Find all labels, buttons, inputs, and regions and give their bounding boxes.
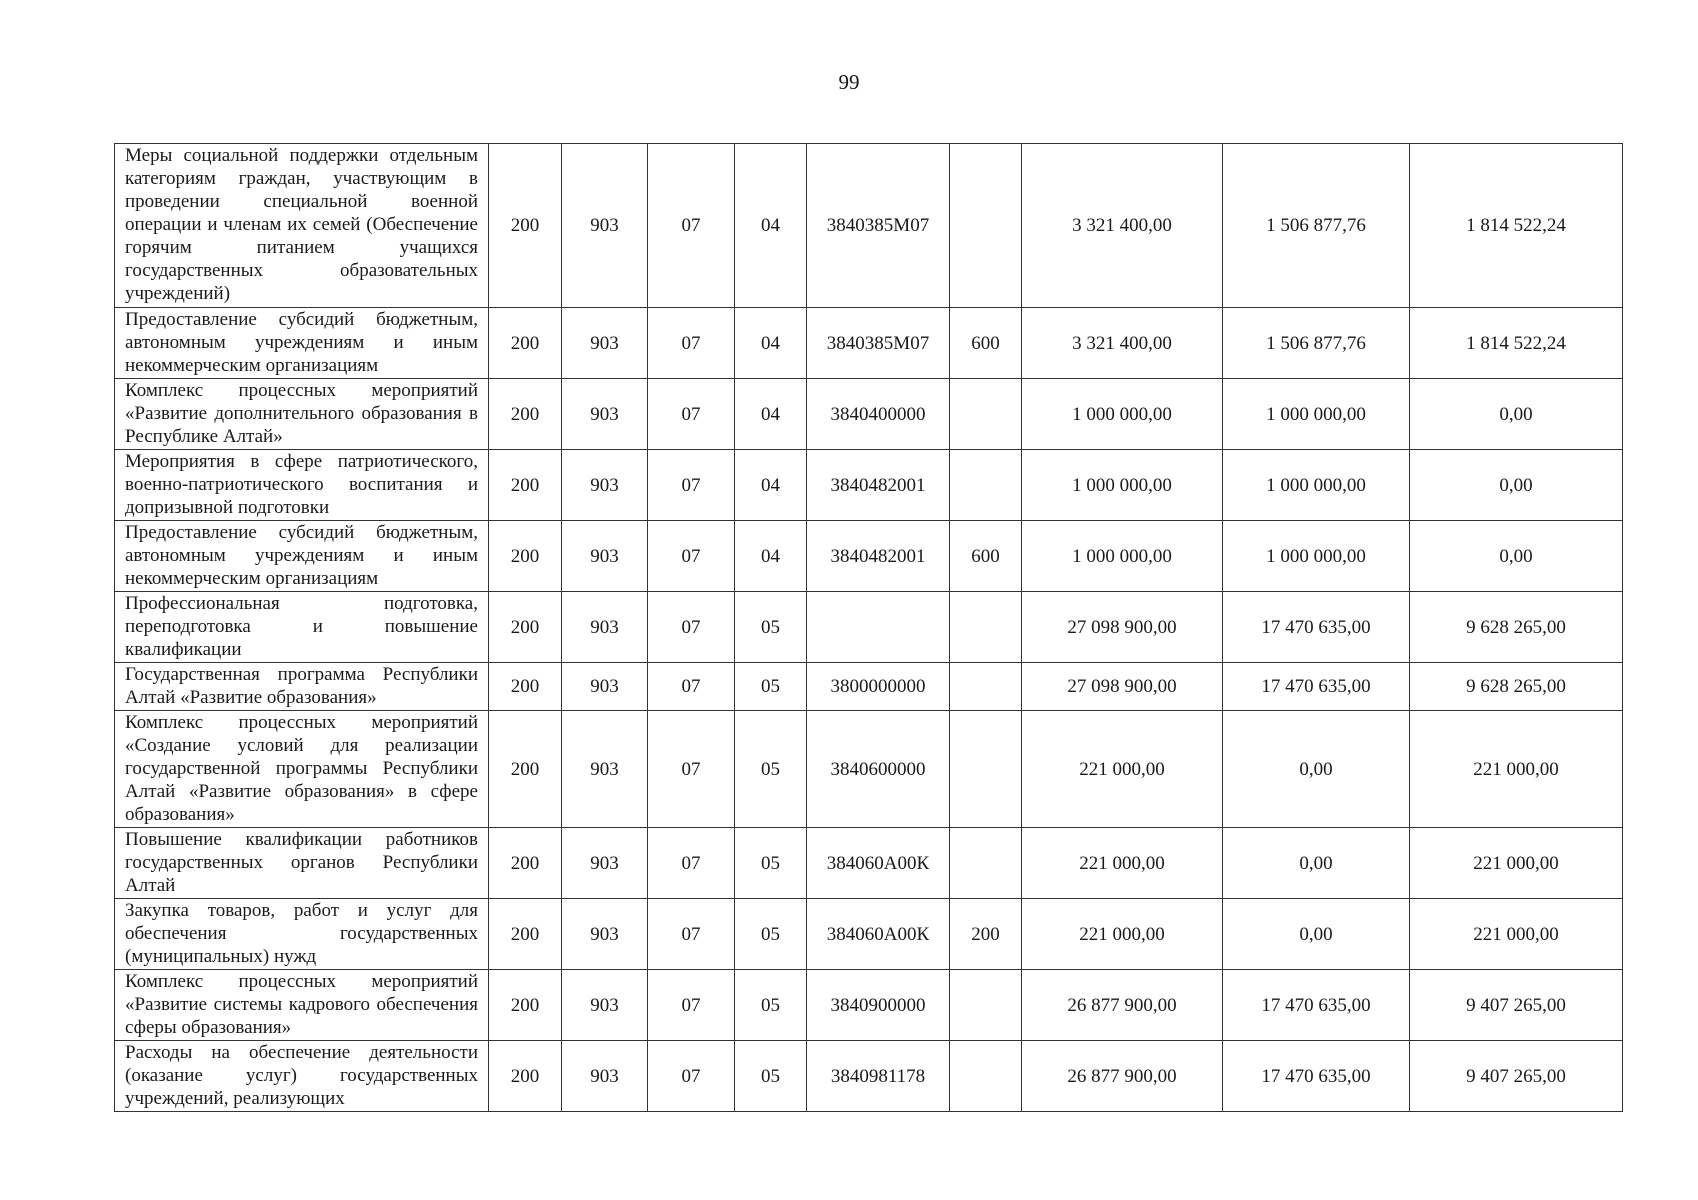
amount-2-cell: 1 000 000,00 <box>1223 450 1410 521</box>
code-razdel-cell: 07 <box>648 899 735 970</box>
code-target-cell: 384060А00К <box>807 899 950 970</box>
code-vedomstvo-cell: 903 <box>562 711 648 828</box>
code-razdel-cell: 07 <box>648 711 735 828</box>
code-vedomstvo-cell: 903 <box>562 899 648 970</box>
code-vedomstvo-cell: 903 <box>562 1041 648 1112</box>
amount-3-cell: 9 628 265,00 <box>1410 592 1623 663</box>
amount-3-cell: 0,00 <box>1410 521 1623 592</box>
code-target-cell: 384060А00К <box>807 828 950 899</box>
code-razdel-cell: 07 <box>648 144 735 308</box>
amount-2-cell: 17 470 635,00 <box>1223 1041 1410 1112</box>
code-vedomstvo-cell: 903 <box>562 592 648 663</box>
code-podrazdel-cell: 05 <box>735 1041 807 1112</box>
amount-2-cell: 1 000 000,00 <box>1223 521 1410 592</box>
amount-1-cell: 221 000,00 <box>1022 711 1223 828</box>
table-row <box>115 970 1623 1041</box>
code-target-cell: 3840600000 <box>807 711 950 828</box>
amount-3-cell: 9 407 265,00 <box>1410 1041 1623 1112</box>
code-vedomstvo-cell: 903 <box>562 450 648 521</box>
amount-2-cell: 0,00 <box>1223 899 1410 970</box>
item-name-cell: Комплекс процессных мероприятий «Создание условий для реализации государственной программы Республики Алтай «Развитие образования» в сфере образования» <box>115 711 489 828</box>
code-podrazdel-cell: 05 <box>735 592 807 663</box>
code-vid-cell: 600 <box>950 521 1022 592</box>
code-target-cell: 3840385М07 <box>807 308 950 379</box>
item-name-cell: Профессиональная подготовка, переподготовка и повышение квалификации <box>115 592 489 663</box>
code-razdel-cell: 07 <box>648 521 735 592</box>
code-podrazdel-cell: 04 <box>735 379 807 450</box>
amount-3-cell: 1 814 522,24 <box>1410 308 1623 379</box>
code-razdel-cell: 07 <box>648 828 735 899</box>
code-grbs-cell: 200 <box>489 379 562 450</box>
code-grbs-cell: 200 <box>489 450 562 521</box>
table-row <box>115 828 1623 899</box>
code-vedomstvo-cell: 903 <box>562 970 648 1041</box>
table-row <box>115 711 1623 828</box>
amount-2-cell: 17 470 635,00 <box>1223 592 1410 663</box>
code-target-cell: 3840482001 <box>807 521 950 592</box>
code-vedomstvo-cell: 903 <box>562 663 648 711</box>
code-razdel-cell: 07 <box>648 1041 735 1112</box>
code-vedomstvo-cell: 903 <box>562 828 648 899</box>
code-target-cell: 3840482001 <box>807 450 950 521</box>
amount-1-cell: 1 000 000,00 <box>1022 450 1223 521</box>
table-body <box>115 144 1623 1112</box>
amount-1-cell: 1 000 000,00 <box>1022 521 1223 592</box>
table-row <box>115 521 1623 592</box>
amount-1-cell: 221 000,00 <box>1022 899 1223 970</box>
item-name-cell: Закупка товаров, работ и услуг для обеспечения государственных (муниципальных) нужд <box>115 899 489 970</box>
code-razdel-cell: 07 <box>648 663 735 711</box>
table-row <box>115 1041 1623 1112</box>
amount-3-cell: 0,00 <box>1410 379 1623 450</box>
code-target-cell: 3840981178 <box>807 1041 950 1112</box>
code-grbs-cell: 200 <box>489 308 562 379</box>
amount-3-cell: 9 628 265,00 <box>1410 663 1623 711</box>
code-grbs-cell: 200 <box>489 970 562 1041</box>
code-vedomstvo-cell: 903 <box>562 379 648 450</box>
code-grbs-cell: 200 <box>489 711 562 828</box>
code-grbs-cell: 200 <box>489 828 562 899</box>
code-razdel-cell: 07 <box>648 308 735 379</box>
code-razdel-cell: 07 <box>648 379 735 450</box>
code-vid-cell <box>950 1041 1022 1112</box>
amount-3-cell: 221 000,00 <box>1410 899 1623 970</box>
code-grbs-cell: 200 <box>489 592 562 663</box>
code-target-cell: 3800000000 <box>807 663 950 711</box>
item-name-cell: Мероприятия в сфере патриотического, военно-патриотического воспитания и допризывной подготовки <box>115 450 489 521</box>
page-number: 99 <box>838 70 860 94</box>
table-row <box>115 899 1623 970</box>
code-vedomstvo-cell: 903 <box>562 521 648 592</box>
amount-3-cell: 1 814 522,24 <box>1410 144 1623 308</box>
code-podrazdel-cell: 05 <box>735 663 807 711</box>
code-vid-cell <box>950 711 1022 828</box>
code-vid-cell: 200 <box>950 899 1022 970</box>
code-vid-cell <box>950 663 1022 711</box>
budget-table <box>114 143 1623 1112</box>
amount-1-cell: 26 877 900,00 <box>1022 970 1223 1041</box>
amount-2-cell: 1 000 000,00 <box>1223 379 1410 450</box>
item-name-cell: Расходы на обеспечение деятельности (оказание услуг) государственных учреждений, реализующих <box>115 1041 489 1112</box>
code-podrazdel-cell: 05 <box>735 828 807 899</box>
table-row <box>115 663 1623 711</box>
code-podrazdel-cell: 04 <box>735 144 807 308</box>
amount-1-cell: 3 321 400,00 <box>1022 144 1223 308</box>
table-row <box>115 144 1623 308</box>
code-podrazdel-cell: 05 <box>735 970 807 1041</box>
code-vid-cell <box>950 450 1022 521</box>
code-razdel-cell: 07 <box>648 970 735 1041</box>
code-podrazdel-cell: 04 <box>735 521 807 592</box>
amount-3-cell: 0,00 <box>1410 450 1623 521</box>
code-grbs-cell: 200 <box>489 899 562 970</box>
code-grbs-cell: 200 <box>489 663 562 711</box>
code-target-cell: 3840385М07 <box>807 144 950 308</box>
amount-3-cell: 221 000,00 <box>1410 828 1623 899</box>
code-podrazdel-cell: 05 <box>735 711 807 828</box>
amount-1-cell: 3 321 400,00 <box>1022 308 1223 379</box>
amount-2-cell: 0,00 <box>1223 711 1410 828</box>
amount-2-cell: 17 470 635,00 <box>1223 663 1410 711</box>
code-podrazdel-cell: 05 <box>735 899 807 970</box>
amount-1-cell: 27 098 900,00 <box>1022 592 1223 663</box>
code-grbs-cell: 200 <box>489 521 562 592</box>
item-name-cell: Комплекс процессных мероприятий «Развитие системы кадрового обеспечения сферы образования» <box>115 970 489 1041</box>
item-name-cell: Предоставление субсидий бюджетным, автономным учреждениям и иным некоммерческим организациям <box>115 308 489 379</box>
table-row <box>115 450 1623 521</box>
code-vid-cell <box>950 144 1022 308</box>
code-vid-cell: 600 <box>950 308 1022 379</box>
code-target-cell <box>807 592 950 663</box>
table-row <box>115 308 1623 379</box>
amount-1-cell: 1 000 000,00 <box>1022 379 1223 450</box>
code-vid-cell <box>950 379 1022 450</box>
code-target-cell: 3840400000 <box>807 379 950 450</box>
amount-2-cell: 1 506 877,76 <box>1223 144 1410 308</box>
amount-1-cell: 27 098 900,00 <box>1022 663 1223 711</box>
item-name-cell: Предоставление субсидий бюджетным, автономным учреждениям и иным некоммерческим организациям <box>115 521 489 592</box>
amount-2-cell: 17 470 635,00 <box>1223 970 1410 1041</box>
table-row <box>115 592 1623 663</box>
item-name-cell: Государственная программа Республики Алтай «Развитие образования» <box>115 663 489 711</box>
code-podrazdel-cell: 04 <box>735 450 807 521</box>
amount-1-cell: 26 877 900,00 <box>1022 1041 1223 1112</box>
amount-3-cell: 221 000,00 <box>1410 711 1623 828</box>
code-grbs-cell: 200 <box>489 144 562 308</box>
code-podrazdel-cell: 04 <box>735 308 807 379</box>
table-row <box>115 379 1623 450</box>
amount-3-cell: 9 407 265,00 <box>1410 970 1623 1041</box>
amount-2-cell: 0,00 <box>1223 828 1410 899</box>
item-name-cell: Меры социальной поддержки отдельным категориям граждан, участвующим в проведении специальной военной операции и членам их семей (Обеспечение горячим питанием учащихся государственных образовательных учреждений) <box>115 144 489 308</box>
code-vedomstvo-cell: 903 <box>562 308 648 379</box>
item-name-cell: Повышение квалификации работников государственных органов Республики Алтай <box>115 828 489 899</box>
code-vedomstvo-cell: 903 <box>562 144 648 308</box>
code-target-cell: 3840900000 <box>807 970 950 1041</box>
code-vid-cell <box>950 592 1022 663</box>
code-razdel-cell: 07 <box>648 592 735 663</box>
amount-1-cell: 221 000,00 <box>1022 828 1223 899</box>
item-name-cell: Комплекс процессных мероприятий «Развитие дополнительного образования в Республике Алтай» <box>115 379 489 450</box>
code-grbs-cell: 200 <box>489 1041 562 1112</box>
code-vid-cell <box>950 970 1022 1041</box>
amount-2-cell: 1 506 877,76 <box>1223 308 1410 379</box>
code-razdel-cell: 07 <box>648 450 735 521</box>
code-vid-cell <box>950 828 1022 899</box>
